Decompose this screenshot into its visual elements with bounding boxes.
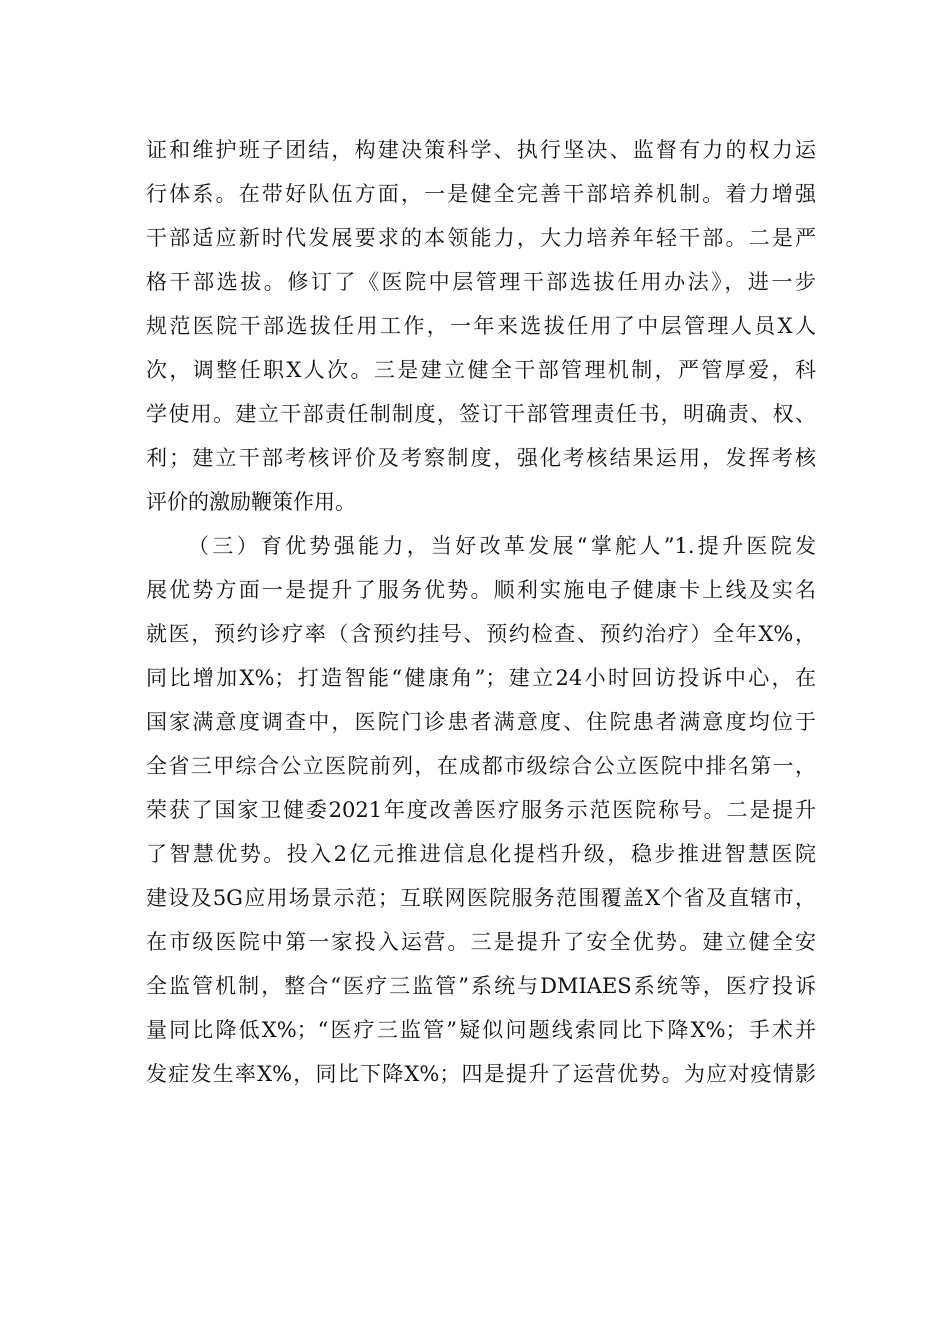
text-line: 学使用。建立干部责任制制度，签订干部管理责任书，明确责、权、 [146, 402, 816, 426]
text-line: 行体系。在带好队伍方面，一是健全完善干部培养机制。着力增强 [146, 182, 816, 206]
text-line: 格干部选拔。修订了《医院中层管理干部选拔任用办法》，进一步 [146, 270, 816, 294]
text-line: 展优势方面一是提升了服务优势。顺利实施电子健康卡上线及实名 [146, 578, 816, 602]
text-line: 发症发生率X%，同比下降X%；四是提升了运营优势。为应对疫情影 [146, 1062, 816, 1086]
text-line: 证和维护班子团结，构建决策科学、执行坚决、监督有力的权力运 [146, 138, 816, 162]
text-line: 干部适应新时代发展要求的本领能力，大力培养年轻干部。二是严 [146, 226, 816, 250]
text-line: 全监管机制，整合“医疗三监管”系统与DMIAES系统等，医疗投诉 [146, 974, 816, 998]
section-heading-line: （三）育优势强能力，当好改革发展“掌舵人”1.提升医院发 [188, 534, 816, 558]
text-line: 国家满意度调查中，医院门诊患者满意度、住院患者满意度均位于 [146, 710, 816, 734]
text-line: 了智慧优势。投入2亿元推进信息化提档升级，稳步推进智慧医院 [146, 842, 816, 866]
text-line: 在市级医院中第一家投入运营。三是提升了安全优势。建立健全安 [146, 930, 816, 954]
text-line: 荣获了国家卫健委2021年度改善医疗服务示范医院称号。二是提升 [146, 798, 816, 822]
text-line: 次，调整任职X人次。三是建立健全干部管理机制，严管厚爱，科 [146, 358, 816, 382]
text-line: 就医，预约诊疗率（含预约挂号、预约检查、预约治疗）全年X%， [146, 622, 816, 646]
document-body-text [146, 128, 816, 1096]
text-line: 全省三甲综合公立医院前列，在成都市级综合公立医院中排名第一， [146, 754, 816, 778]
text-line: 建设及5G应用场景示范；互联网医院服务范围覆盖X个省及直辖市， [146, 886, 816, 910]
text-line: 同比增加X%；打造智能“健康角”；建立24小时回访投诉中心，在 [146, 666, 816, 690]
text-line: 评价的激励鞭策作用。 [146, 490, 356, 514]
text-line: 规范医院干部选拔任用工作，一年来选拔任用了中层管理人员X人 [146, 314, 816, 338]
text-line: 利；建立干部考核评价及考察制度，强化考核结果运用，发挥考核 [146, 446, 816, 470]
text-line: 量同比降低X%；“医疗三监管”疑似问题线索同比下降X%；手术并 [146, 1018, 816, 1042]
